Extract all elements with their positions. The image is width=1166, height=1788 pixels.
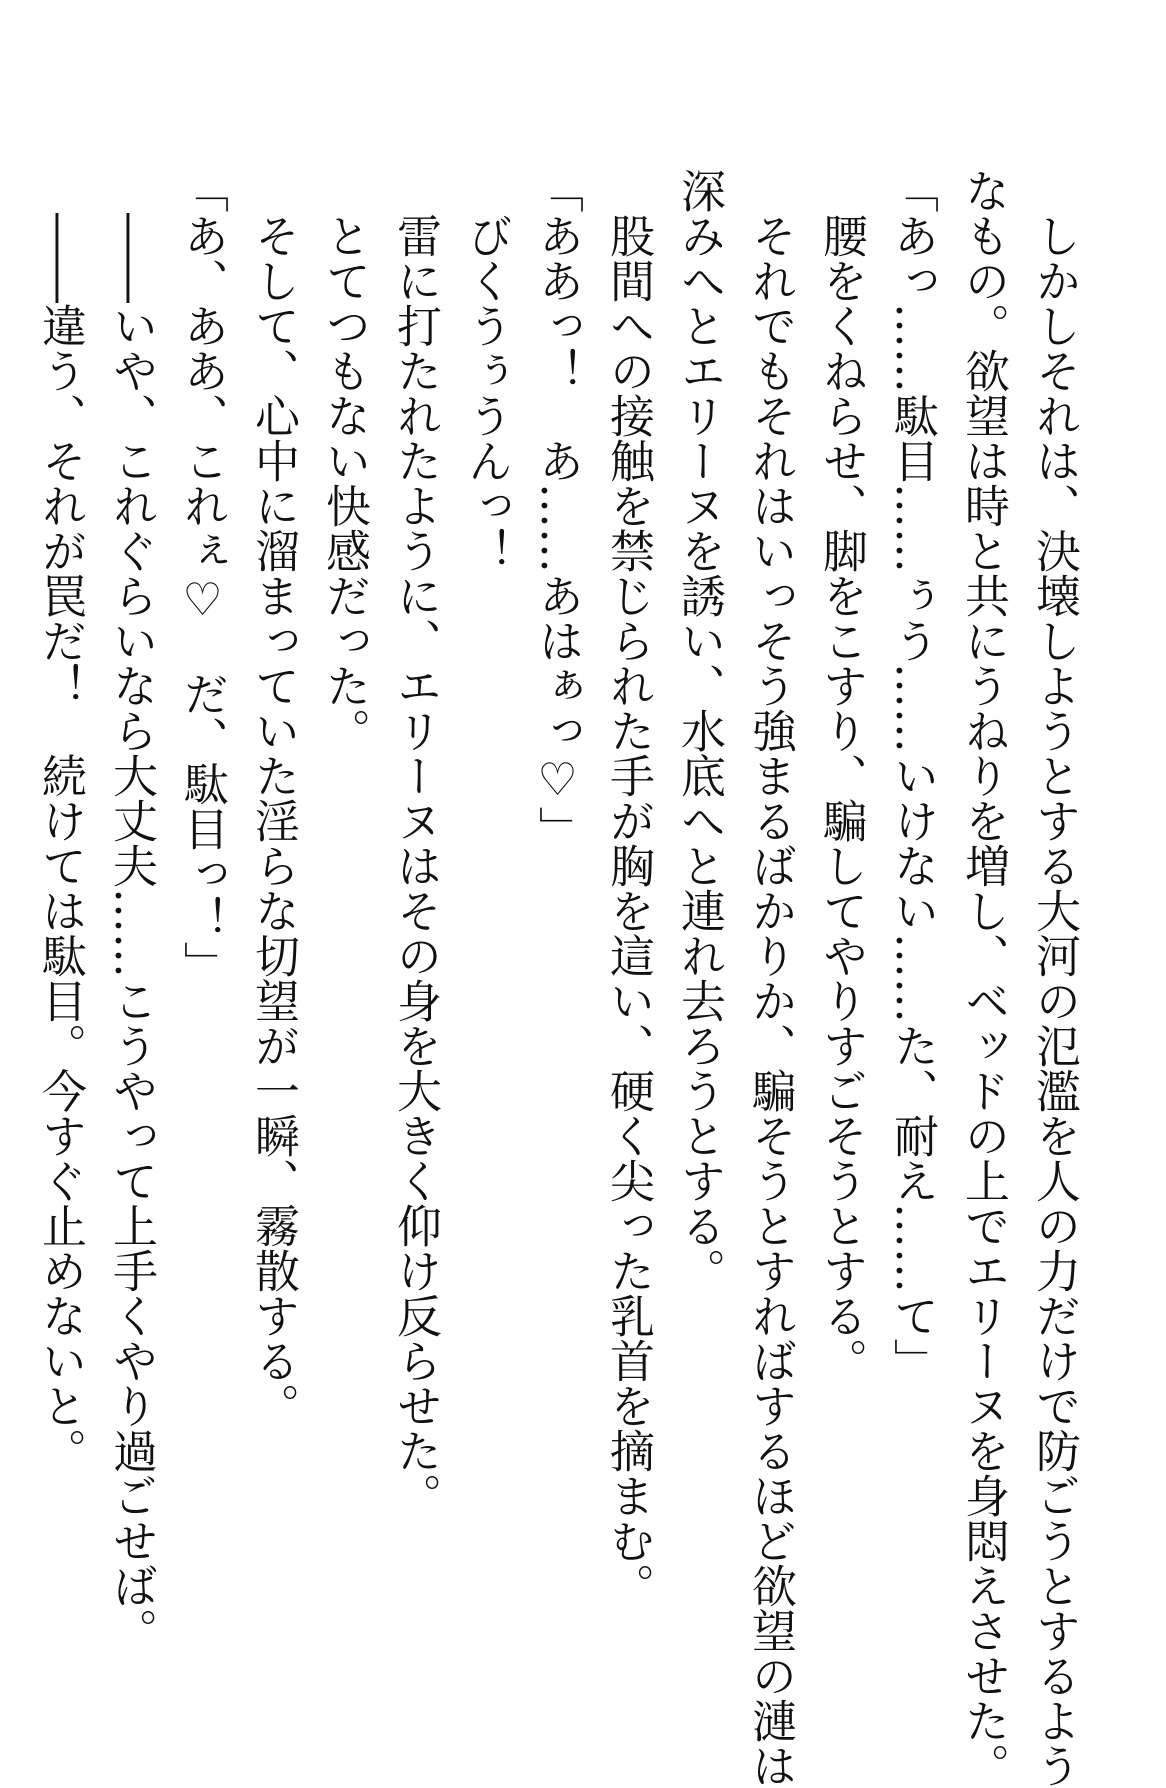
text-line: ――いや、これぐらいなら大丈夫……こうやって上手くやり過ごせば。 — [105, 168, 158, 1653]
text-line: なもの。欲望は時と共にうねりを増し、ベッドの上でエリーヌを身悶えさせた。 — [957, 168, 1010, 1788]
text-line: 「ああっ！ あ……あはぁっ♡」 — [531, 168, 584, 851]
text-line: それでもそれはいっそう強まるばかりか、騙そうとすればするほど欲望の漣は — [744, 168, 797, 1788]
text-line: ――違う、それが罠だ！ 続けては駄目。今すぐ止めないと。 — [34, 168, 87, 1473]
text-line: 「あっ……駄目……ぅう……いけない……た、耐え……て」 — [886, 168, 939, 1383]
text-line: 股間への接触を禁じられた手が胸を這い、硬く尖った乳首を摘まむ。 — [602, 168, 655, 1608]
text-line: 雷に打たれたように、エリーヌはその身を大きく仰け反らせた。 — [389, 168, 442, 1518]
text-line: 腰をくねらせ、脚をこすり、騙してやりすごそうとする。 — [815, 168, 868, 1383]
text-line: そして、心中に溜まっていた淫らな切望が一瞬、霧散する。 — [247, 168, 300, 1428]
text-line: 「あ、ああ、これぇ♡ だ、駄目っ！」 — [176, 168, 229, 986]
text-line: しかしそれは、決壊しようとする大河の氾濫を人の力だけで防ごうとするよう — [1028, 168, 1081, 1788]
text-line: とてつもない快感だった。 — [318, 168, 371, 753]
vertical-text-body — [34, 168, 1090, 1788]
text-line: びくうぅうんっ！ — [460, 168, 513, 573]
text-line: 深みへとエリーヌを誘い、水底へと連れ去ろうとする。 — [673, 168, 726, 1293]
